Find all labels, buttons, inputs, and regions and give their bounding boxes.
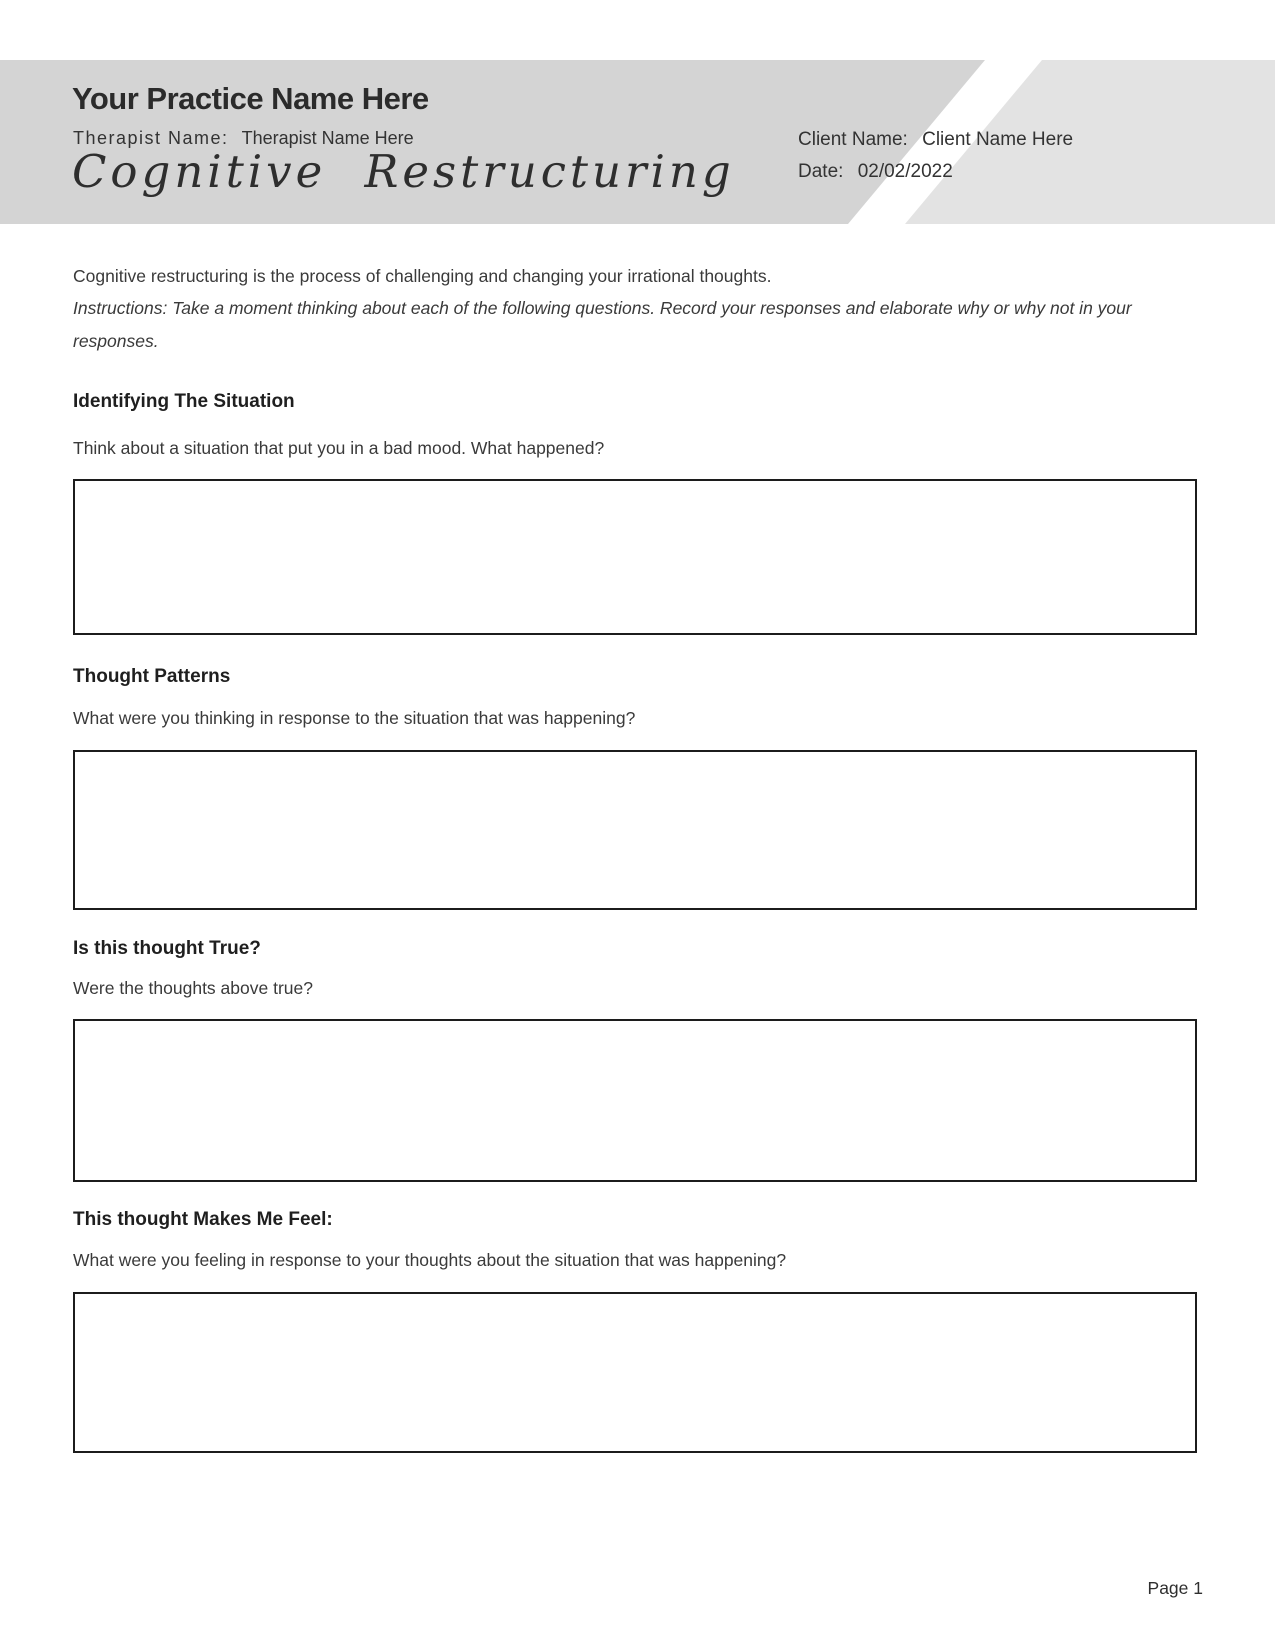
therapist-name-label: Therapist Name: bbox=[73, 128, 229, 148]
date-label: Date: bbox=[798, 161, 844, 182]
section-heading-is-this-thought-true: Is this thought True? bbox=[73, 938, 261, 959]
answer-box-is-this-thought-true[interactable] bbox=[73, 1019, 1197, 1182]
section-question-this-thought-makes-me-feel: What were you feeling in response to your thoughts about the situation that was happening? bbox=[73, 1250, 787, 1270]
section-question-thought-patterns: What were you thinking in response to the situation that was happening? bbox=[73, 708, 636, 728]
section-heading-this-thought-makes-me-feel: This thought Makes Me Feel: bbox=[73, 1209, 333, 1230]
section-heading-identifying-the-situation: Identifying The Situation bbox=[73, 391, 295, 412]
answer-box-identifying-the-situation[interactable] bbox=[73, 479, 1197, 635]
page-footer bbox=[73, 1576, 1203, 1600]
worksheet-instructions: Instructions: Take a moment thinking about each of the following questions. Record your responses and elaborate why or why not in your responses. bbox=[73, 298, 1132, 351]
answer-box-thought-patterns[interactable] bbox=[73, 750, 1197, 910]
date-line bbox=[798, 159, 953, 184]
section-question-identifying-the-situation: Think about a situation that put you in a bad mood. What happened? bbox=[73, 438, 605, 458]
section-heading-thought-patterns: Thought Patterns bbox=[73, 666, 231, 687]
date-value: 02/02/2022 bbox=[857, 161, 953, 182]
client-name-value: Client Name Here bbox=[922, 129, 1074, 150]
page-number: Page 1 bbox=[1147, 1578, 1203, 1598]
worksheet-description: Cognitive restructuring is the process of challenging and changing your irrational thoughts. bbox=[73, 266, 772, 286]
practice-name: Your Practice Name Here bbox=[72, 81, 429, 116]
client-name-line bbox=[798, 127, 1073, 152]
answer-box-this-thought-makes-me-feel[interactable] bbox=[73, 1292, 1197, 1453]
therapist-name-value: Therapist Name Here bbox=[241, 128, 414, 148]
section-question-is-this-thought-true: Were the thoughts above true? bbox=[73, 978, 313, 998]
worksheet-title: Cognitive Restructuring bbox=[72, 145, 735, 198]
client-name-label: Client Name: bbox=[798, 129, 908, 150]
